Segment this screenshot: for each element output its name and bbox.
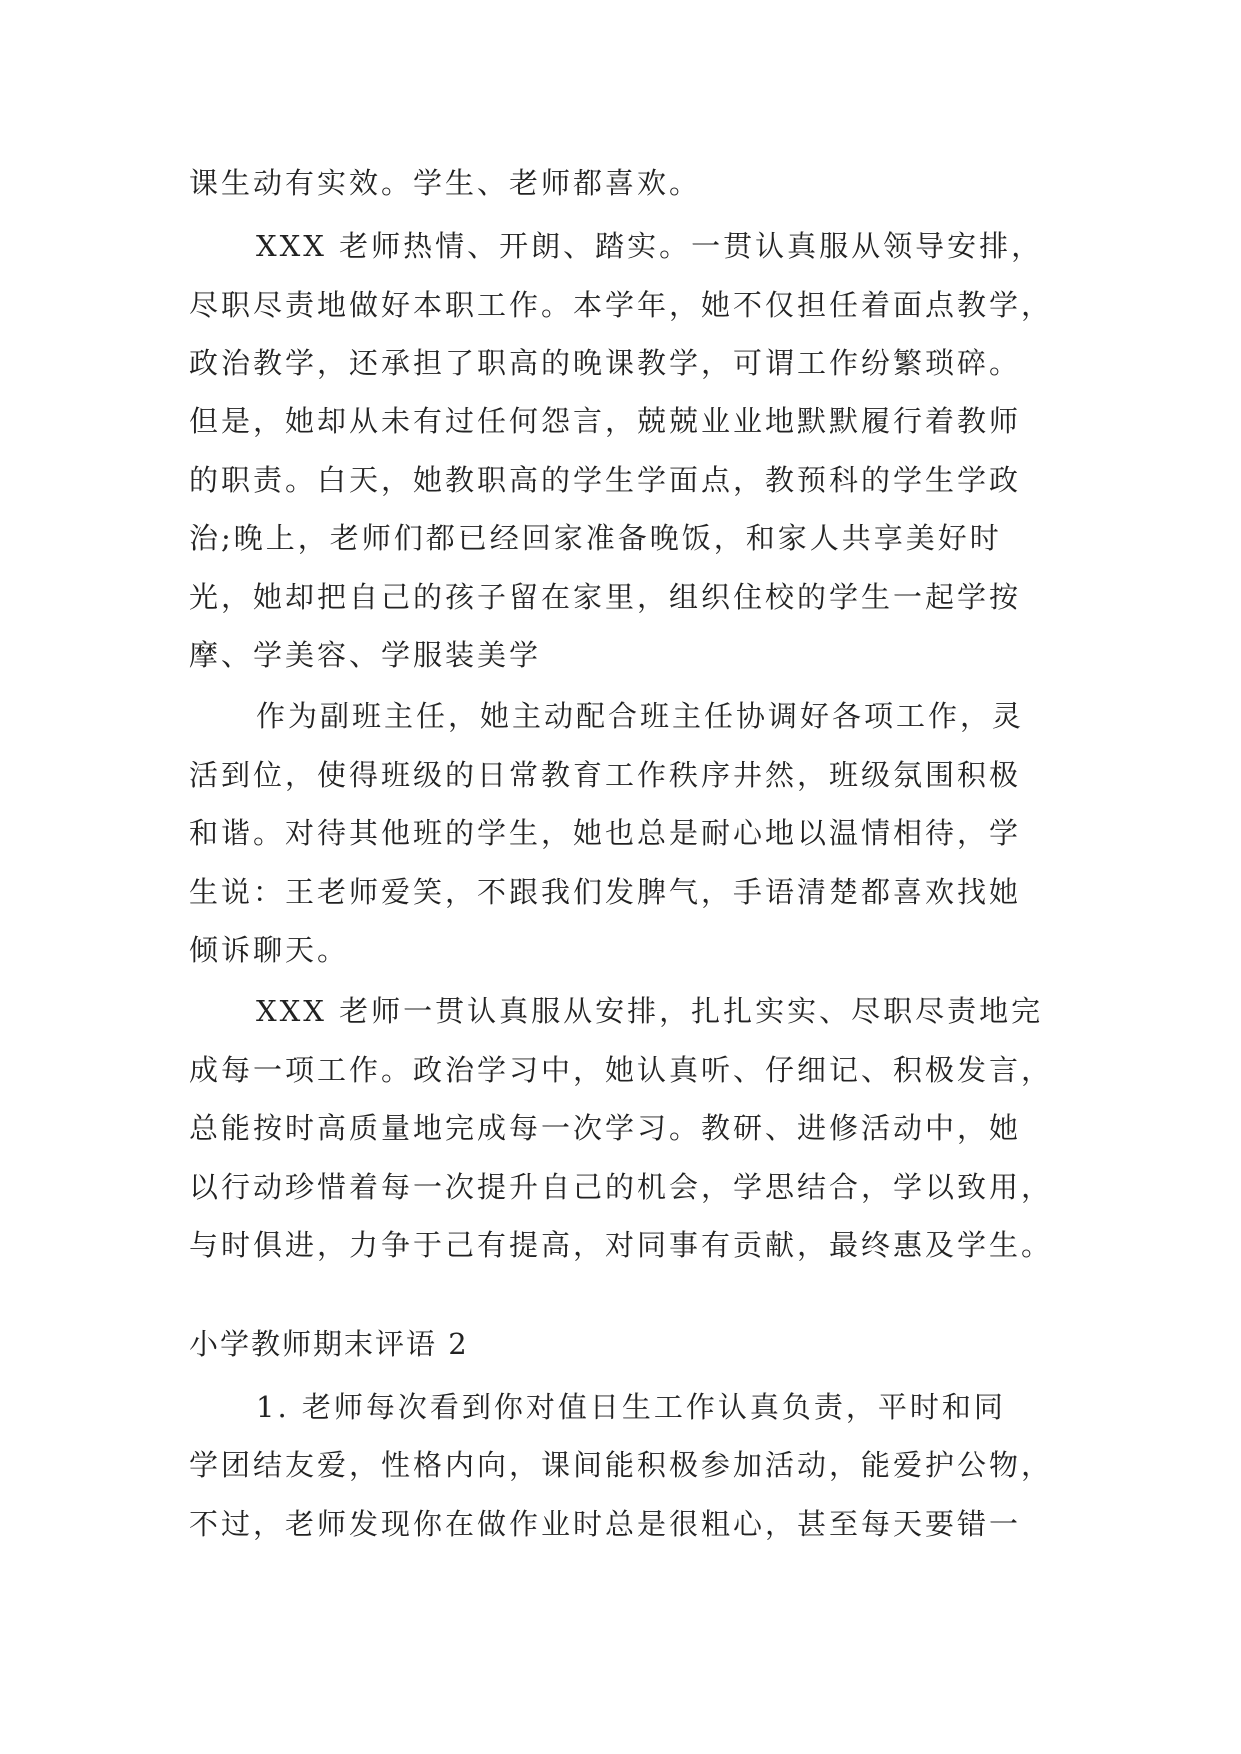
text-line: 活到位，使得班级的日常教育工作秩序井然，班级氛围积极 — [189, 758, 1022, 792]
text-line: 成每一项工作。政治学习中，她认真听、仔细记、积极发言， — [189, 1053, 1054, 1087]
text-line: 政治教学，还承担了职高的晚课教学，可谓工作纷繁琐碎。 — [189, 346, 1022, 380]
text-line: 光，她却把自己的孩子留在家里，组织住校的学生一起学按 — [189, 580, 1022, 614]
text-line: 摩、学美容、学服装美学 — [189, 638, 542, 672]
text-line: 课生动有实效。学生、老师都喜欢。 — [189, 166, 702, 200]
text-line: 学团结友爱，性格内向，课间能积极参加活动，能爱护公物， — [189, 1448, 1054, 1482]
text-line: 治;晚上，老师们都已经回家准备晚饭，和家人共享美好时 — [189, 521, 1002, 555]
paragraph-start-line: XXX 老师热情、开朗、踏实。一贯认真服从领导安排， — [256, 229, 1044, 263]
text-line: 不过，老师发现你在做作业时总是很粗心，甚至每天要错一 — [189, 1507, 1022, 1541]
text-line: 的职责。白天，她教职高的学生学面点，教预科的学生学政 — [189, 463, 1022, 497]
paragraph-start-line: 作为副班主任，她主动配合班主任协调好各项工作，灵 — [256, 699, 1025, 733]
text-line: 倾诉聊天。 — [189, 933, 350, 967]
text-line: 但是，她却从未有过任何怨言，兢兢业业地默默履行着教师 — [189, 404, 1022, 438]
paragraph-start-line: XXX 老师一贯认真服从安排，扎扎实实、尽职尽责地完 — [256, 994, 1044, 1028]
paragraph-start-line: 1. 老师每次看到你对值日生工作认真负责，平时和同 — [256, 1390, 1006, 1424]
text-line: 生说：王老师爱笑，不跟我们发脾气，手语清楚都喜欢找她 — [189, 875, 1022, 909]
text-line: 与时俱进，力争于己有提高，对同事有贡献，最终惠及学生。 — [189, 1228, 1054, 1262]
text-line: 总能按时高质量地完成每一次学习。教研、进修活动中，她 — [189, 1111, 1022, 1145]
text-line: 以行动珍惜着每一次提升自己的机会，学思结合，学以致用， — [189, 1170, 1054, 1204]
text-line: 和谐。对待其他班的学生，她也总是耐心地以温情相待，学 — [189, 816, 1022, 850]
section-heading: 小学教师期末评语 2 — [189, 1327, 469, 1361]
text-line: 尽职尽责地做好本职工作。本学年，她不仅担任着面点教学， — [189, 288, 1054, 322]
